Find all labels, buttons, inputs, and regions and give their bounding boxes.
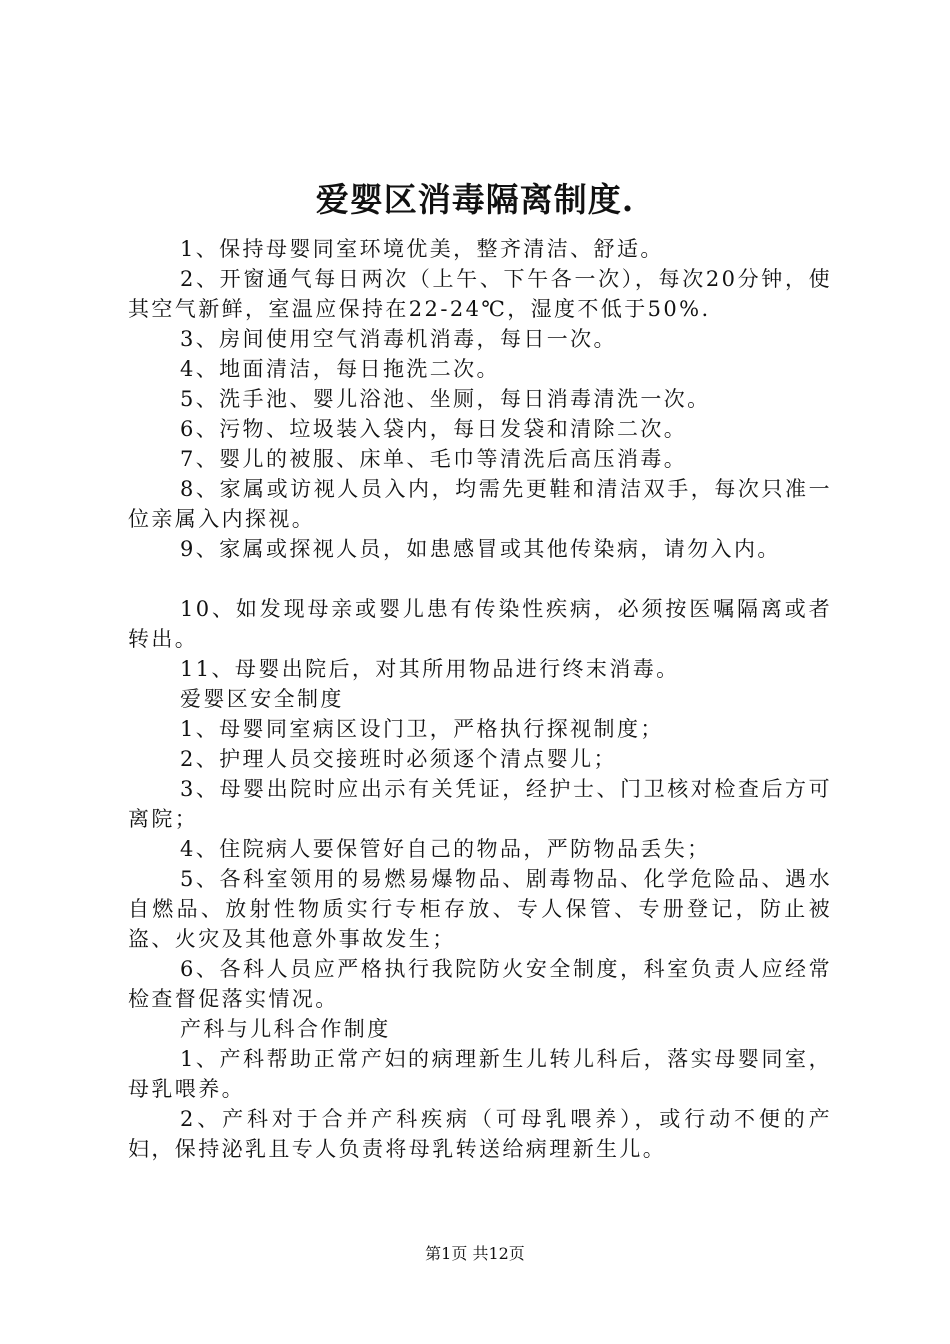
paragraph: 9、家属或探视人员，如患感冒或其他传染病，请勿入内。	[180, 537, 781, 561]
paragraph: 2、产科对于合并产科疾病（可母乳喂养），或行动不便的产妇，保持泌乳且专人负责将母乳转送给病理新生儿。	[128, 1107, 832, 1161]
document-title: 爱婴区消毒隔离制度.	[315, 180, 635, 219]
paragraph: 10、如发现母亲或婴儿患有传染性疾病，必须按医嘱隔离或者转出。	[128, 597, 832, 651]
paragraph: 4、地面清洁，每日拖洗二次。	[180, 357, 500, 381]
paragraph: 5、各科室领用的易燃易爆物品、剧毒物品、化学危险品、遇水自燃品、放射性物质实行专柜存放、专人保管、专册登记，防止被盗、火灾及其他意外事故发生；	[128, 867, 832, 951]
paragraph: 1、母婴同室病区设门卫，严格执行探视制度；	[180, 717, 664, 741]
paragraph: 6、污物、垃圾装入袋内，每日发袋和清除二次。	[180, 417, 688, 441]
paragraph: 1、保持母婴同室环境优美，整齐清洁、舒适。	[180, 237, 664, 261]
paragraph: 2、护理人员交接班时必须逐个清点婴儿；	[180, 747, 617, 771]
section-heading: 爱婴区安全制度	[180, 687, 344, 711]
section-heading: 产科与儿科合作制度	[180, 1017, 391, 1041]
paragraph: 1、产科帮助正常产妇的病理新生儿转儿科后，落实母婴同室，母乳喂养。	[128, 1047, 832, 1101]
paragraph: 11、母婴出院后，对其所用物品进行终末消毒。	[180, 657, 680, 681]
document-body	[128, 234, 832, 1164]
paragraph: 5、洗手池、婴儿浴池、坐厕，每日消毒清洗一次。	[180, 387, 711, 411]
paragraph: 3、房间使用空气消毒机消毒，每日一次。	[180, 327, 617, 351]
paragraph: 4、住院病人要保管好自己的物品，严防物品丢失；	[180, 837, 711, 861]
paragraph: 8、家属或访视人员入内，均需先更鞋和清洁双手，每次只准一位亲属入内探视。	[128, 477, 832, 531]
paragraph: 3、母婴出院时应出示有关凭证，经护士、门卫核对检查后方可离院；	[128, 777, 832, 831]
page-footer: 第1页 共12页	[425, 1244, 525, 1263]
paragraph: 7、婴儿的被服、床单、毛巾等清洗后高压消毒。	[180, 447, 688, 471]
paragraph: 6、各科人员应严格执行我院防火安全制度，科室负责人应经常检查督促落实情况。	[128, 957, 832, 1011]
paragraph: 2、开窗通气每日两次（上午、下午各一次），每次20分钟，使其空气新鲜，室温应保持在22-24℃，湿度不低于50%.	[128, 267, 832, 321]
